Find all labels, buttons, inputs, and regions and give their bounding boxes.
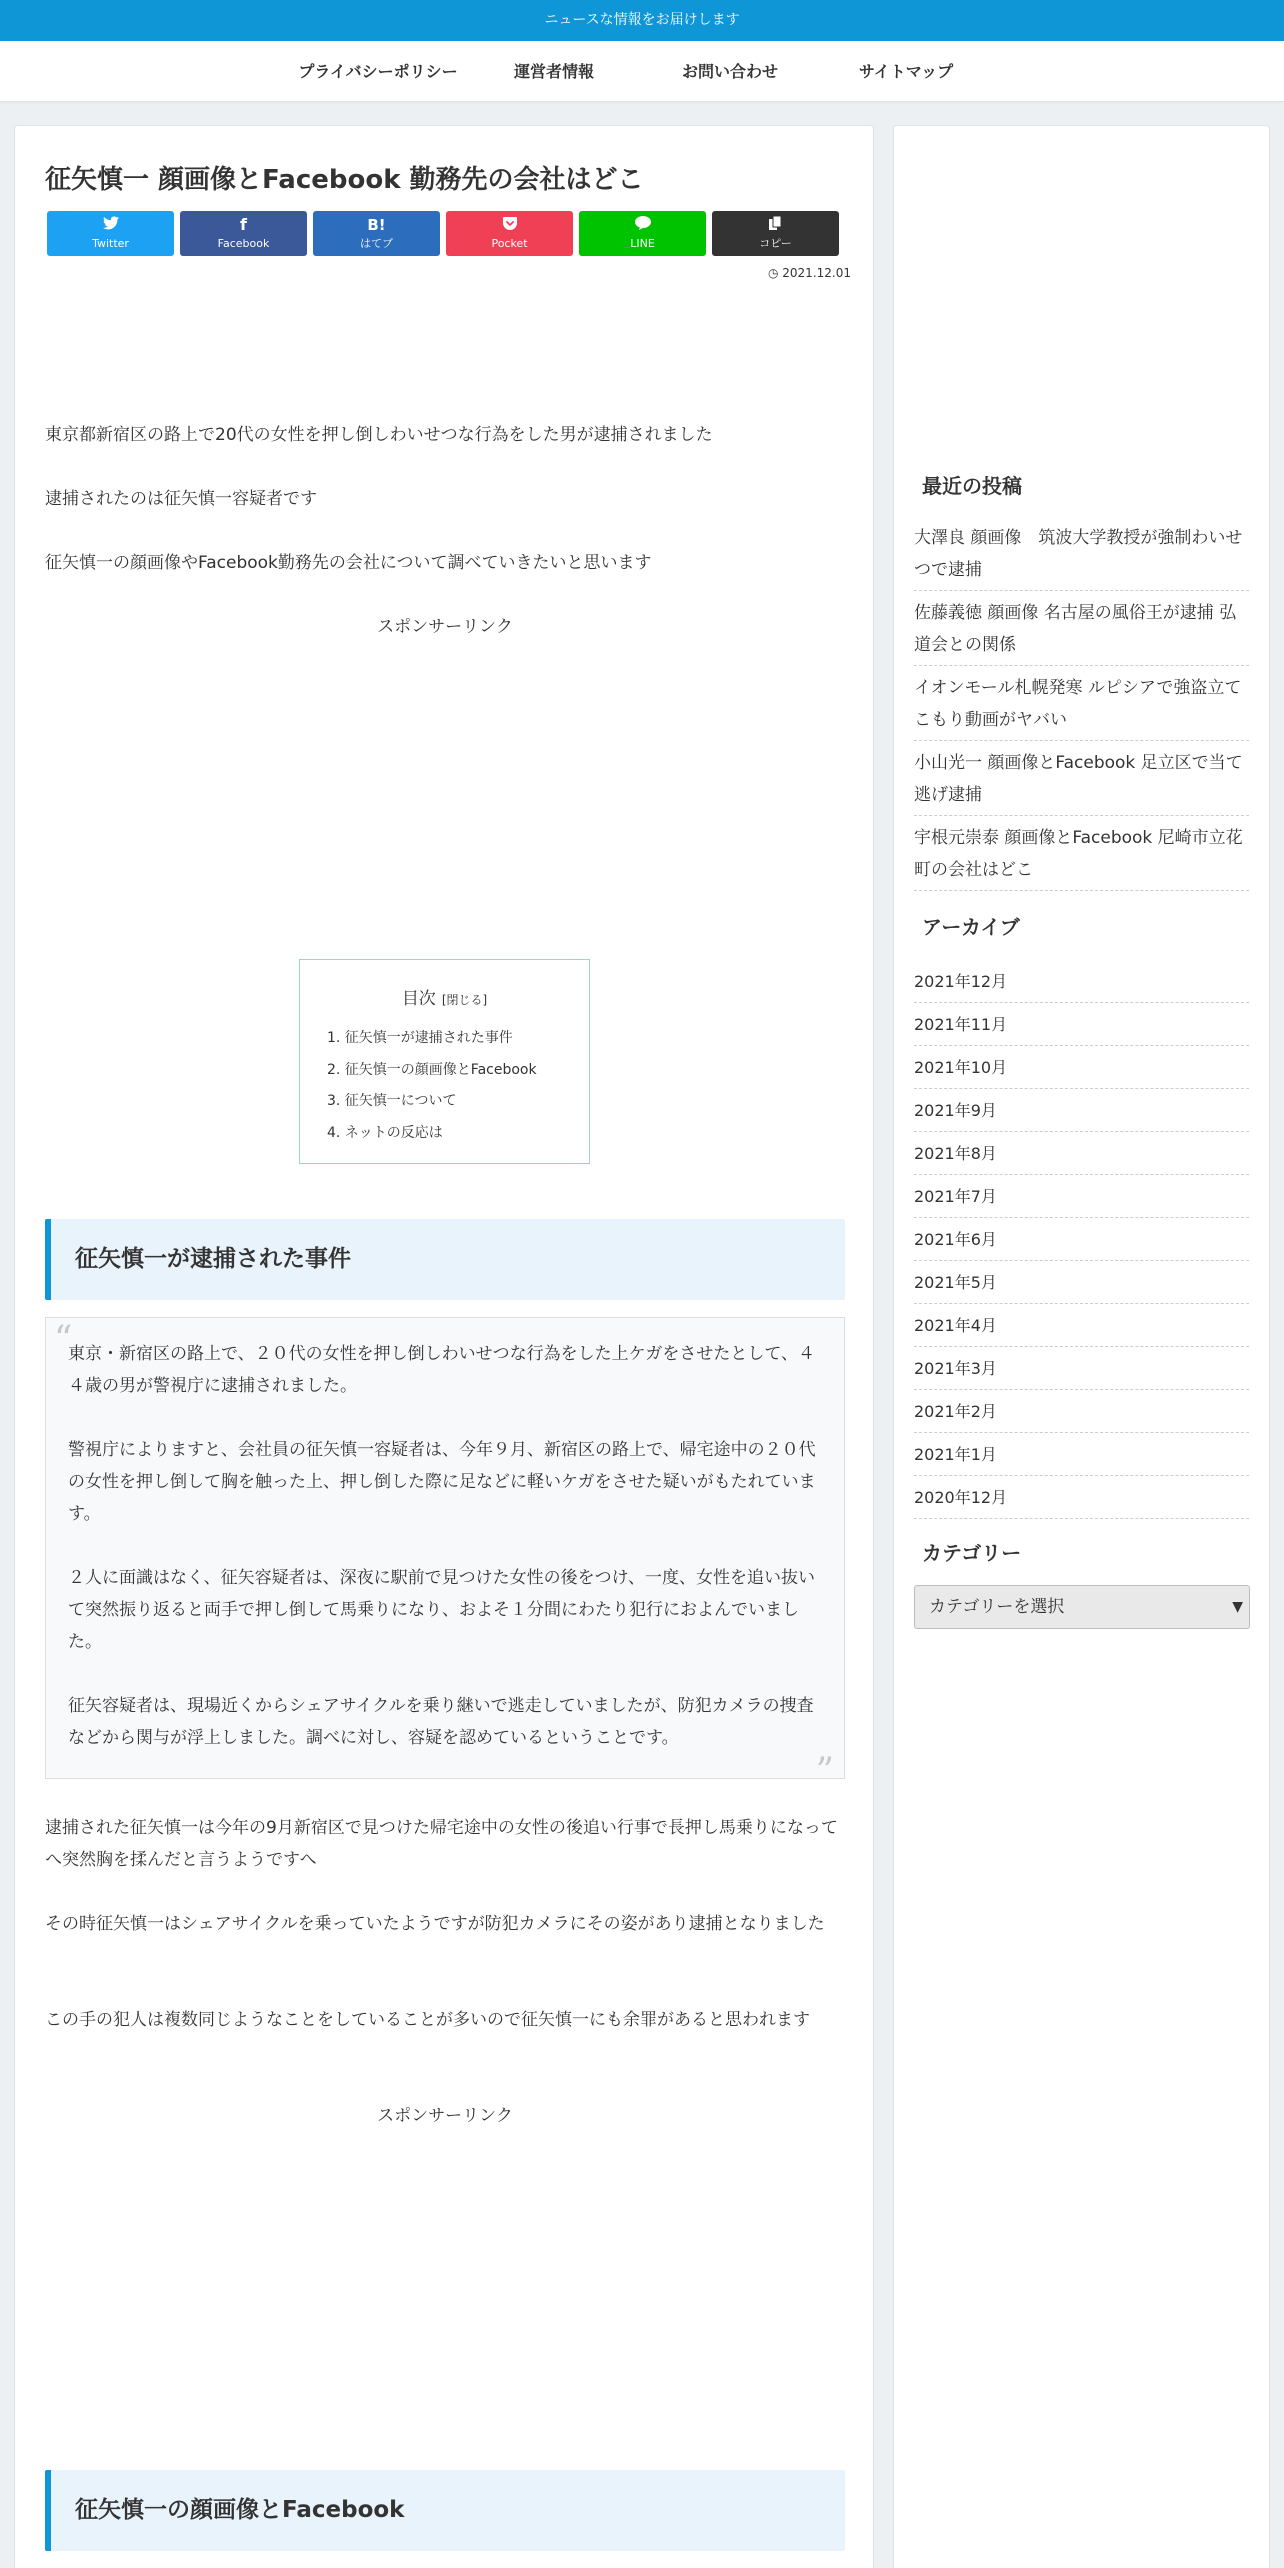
- intro-paragraph: 征矢慎一の顔画像やFacebook勤務先の会社について調べていきたいと思います: [45, 553, 652, 573]
- archive-link[interactable]: 2021年12月: [914, 960, 1249, 1003]
- chevron-down-icon: ▼: [1232, 1599, 1243, 1615]
- archive-link[interactable]: 2021年10月: [914, 1046, 1249, 1089]
- global-nav: [0, 41, 1284, 102]
- close-quote-icon: ”: [815, 1751, 834, 1792]
- recent-post-link[interactable]: 宇根元崇泰 顔画像とFacebook 尼崎市立花町の会社はどこ: [914, 822, 1249, 891]
- archive-link[interactable]: 2021年4月: [914, 1304, 1249, 1347]
- twitter-icon: [47, 216, 174, 234]
- share-label: Twitter: [92, 237, 129, 250]
- body-paragraph: この手の犯人は複数同じようなことをしていることが多いので征矢慎一にも余罪があると思われます: [45, 2010, 810, 2030]
- toc-title: 目次: [401, 989, 436, 1009]
- line-icon: [579, 216, 706, 234]
- open-quote-icon: “: [54, 1319, 73, 1360]
- share-twitter-button[interactable]: [47, 211, 174, 256]
- site-tagline: ニュースな情報をお届けします: [0, 0, 1284, 41]
- toc-toggle-button[interactable]: [閉じる]: [441, 993, 488, 1007]
- pocket-icon: [446, 216, 573, 234]
- toc-header: [300, 984, 589, 1009]
- article-title: 征矢慎一 顔画像とFacebook 勤務先の会社はどこ: [45, 165, 644, 195]
- intro-paragraph: 東京都新宿区の路上で20代の女性を押し倒しわいせつな行為をした男が逮捕されました: [45, 425, 713, 445]
- share-label: はてブ: [360, 237, 393, 250]
- nav-operator-info[interactable]: 運営者情報: [513, 62, 594, 81]
- sidebar: [893, 125, 1270, 2568]
- section-heading-text: 征矢慎一が逮捕された事件: [75, 1246, 351, 1272]
- share-line-button[interactable]: [579, 211, 706, 256]
- sponsor-link-label: スポンサーリンク: [377, 617, 513, 637]
- recent-post-link[interactable]: 小山光一 顔画像とFacebook 足立区で当て逃げ逮捕: [914, 747, 1249, 816]
- category-select-value: カテゴリーを選択: [929, 1597, 1065, 1617]
- archive-link[interactable]: 2021年2月: [914, 1390, 1249, 1433]
- nav-contact[interactable]: お問い合わせ: [681, 62, 778, 81]
- share-label: Pocket: [491, 237, 528, 250]
- toc-item[interactable]: 2. 征矢慎一の顔画像とFacebook: [327, 1062, 537, 1078]
- share-label: コピー: [759, 237, 792, 250]
- archive-link[interactable]: 2021年5月: [914, 1261, 1249, 1304]
- toc-item[interactable]: 3. 征矢慎一について: [327, 1093, 457, 1109]
- share-label: LINE: [630, 237, 655, 250]
- intro-paragraph: 逮捕されたのは征矢慎一容疑者です: [45, 489, 317, 509]
- section-heading: [45, 1219, 845, 1300]
- toc-item[interactable]: 4. ネットの反応は: [327, 1125, 443, 1141]
- hatena-icon: B!: [367, 216, 386, 234]
- share-label: Facebook: [217, 237, 270, 250]
- quote-paragraph: ２人に面識はなく、征矢容疑者は、深夜に駅前で見つけた女性の後をつけ、一度、女性を追い抜いて突然振り返ると両手で押し倒して馬乗りになり、およそ１分間にわたり犯行におよんでいました。: [68, 1568, 815, 1652]
- archive-title: アーカイブ: [922, 915, 1020, 939]
- category-select[interactable]: [914, 1585, 1250, 1629]
- recent-post-link[interactable]: イオンモール札幌発寒 ルピシアで強盗立てこもり動画がヤバい: [914, 672, 1249, 741]
- archive-link[interactable]: 2021年11月: [914, 1003, 1249, 1046]
- section-heading-text: 征矢慎一の顔画像とFacebook: [75, 2497, 405, 2523]
- post-date: [755, 266, 851, 280]
- archive-link[interactable]: 2021年9月: [914, 1089, 1249, 1132]
- quote-paragraph: 東京・新宿区の路上で、２０代の女性を押し倒しわいせつな行為をした上ケガをさせたとして、４４歳の男が警視庁に逮捕されました。: [68, 1344, 815, 1396]
- toc-item[interactable]: 1. 征矢慎一が逮捕された事件: [327, 1030, 513, 1046]
- archive-link[interactable]: 2021年6月: [914, 1218, 1249, 1261]
- category-title: カテゴリー: [922, 1541, 1022, 1565]
- nav-sitemap[interactable]: サイトマップ: [858, 62, 954, 81]
- clock-icon: ◷: [767, 266, 779, 280]
- share-hatena-button[interactable]: [313, 211, 440, 256]
- recent-post-link[interactable]: 佐藤義徳 顔画像 名古屋の風俗王が逮捕 弘道会との関係: [914, 597, 1249, 666]
- quote-paragraph: 警視庁によりますと、会社員の征矢慎一容疑者は、今年９月、新宿区の路上で、帰宅途中の２０代の女性を押し倒して胸を触った上、押し倒した際に足などに軽いケガをさせた疑いがもたれています。: [68, 1440, 816, 1524]
- archive-link[interactable]: 2021年3月: [914, 1347, 1249, 1390]
- body-paragraph: その時征矢慎一はシェアサイクルを乗っていたようですが防犯カメラにその姿があり逮捕となりました: [45, 1914, 825, 1934]
- archive-link[interactable]: 2021年8月: [914, 1132, 1249, 1175]
- recent-post-link[interactable]: 大澤良 顔画像 筑波大学教授が強制わいせつで逮捕: [914, 522, 1249, 591]
- section-heading: [45, 2470, 845, 2551]
- facebook-icon: f: [240, 215, 247, 234]
- quote-paragraph: 征矢容疑者は、現場近くからシェアサイクルを乗り継いで逃走していましたが、防犯カメラの捜査などから関与が浮上しました。調べに対し、容疑を認めているということです。: [68, 1696, 814, 1748]
- table-of-contents: [299, 959, 590, 1164]
- recent-posts-title: 最近の投稿: [922, 474, 1022, 498]
- sponsor-link-label: スポンサーリンク: [377, 2106, 513, 2126]
- share-copy-button[interactable]: [712, 211, 839, 256]
- archive-link[interactable]: 2020年12月: [914, 1476, 1249, 1519]
- archive-link[interactable]: 2021年1月: [914, 1433, 1249, 1476]
- news-quote: [45, 1317, 845, 1792]
- nav-privacy-policy[interactable]: プライバシーポリシー: [298, 62, 458, 81]
- share-facebook-button[interactable]: [180, 211, 307, 256]
- share-pocket-button[interactable]: [446, 211, 573, 256]
- archive-link[interactable]: 2021年7月: [914, 1175, 1249, 1218]
- post-date-text: 2021.12.01: [782, 266, 851, 280]
- copy-icon: [712, 216, 839, 234]
- body-paragraph: 逮捕された征矢慎一は今年の9月新宿区で見つけた帰宅途中の女性の後追い行事で長押し馬乗りになってへ突然胸を揉んだと言うようですへ: [45, 1818, 838, 1870]
- article-main: [14, 125, 874, 2568]
